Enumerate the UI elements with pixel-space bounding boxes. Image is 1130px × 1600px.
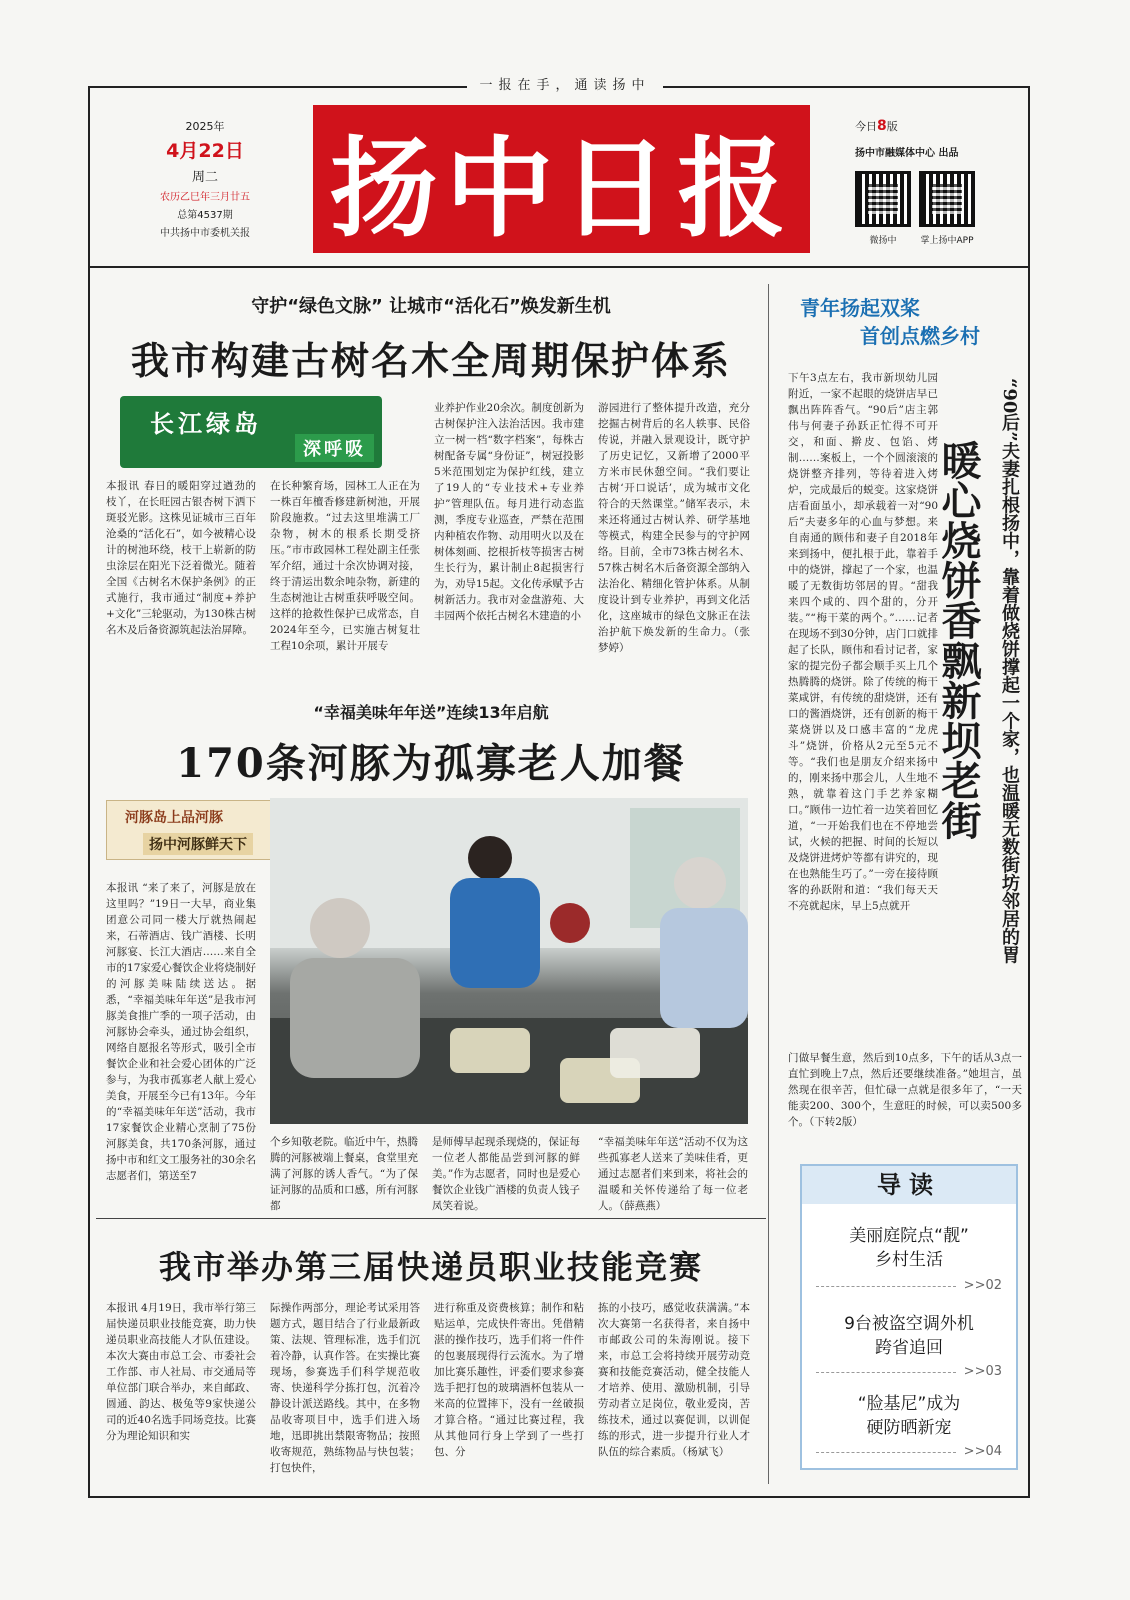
- news-photo[interactable]: [270, 798, 748, 1124]
- banner-title: 长江绿岛: [150, 409, 262, 438]
- guide-box: [800, 1164, 1018, 1470]
- guide-title: 导读: [802, 1166, 1016, 1204]
- qr1-label: 微扬中: [869, 236, 897, 246]
- qr2-label: 掌上扬中APP: [920, 236, 974, 246]
- hetun-badge: [106, 800, 296, 860]
- article2-col4: “幸福美味年年送”活动不仅为这些孤寡老人送来了美味佳肴，更通过志愿者们来到来，将社会的温暖和关怀传递给了每一位老人。（薛燕燕）: [598, 1136, 748, 1212]
- article1-col2: 在长种繁育场，园林工人正在为一株百年檀香修建新树池，开展阶段施救。“过去这里堆满工厂杂物，树木的根系长期受挤压。”市市政园林工程处副主任张军介绍，通过十余次协调对接，终于清运出数余吨杂物，新建的生态树池让古树重获呼吸空间。这样的抢救性保护已成常态，自2024年至今，已实施古树复壮工程10余项，累计开展专: [270, 480, 420, 652]
- sidebar-col-bottom: 门做早餐生意，然后到10点多，下午的话从3点一直忙到晚上7点，然后还要继续准备。”她坦言，虽然现在很辛苦，但忙碌一点就是很多年了，“一天能卖200、300个，生意旺的时候，可以卖500多个。（下转2版）: [788, 1052, 1022, 1128]
- lunar-date: 农历乙巳年三月廿五: [160, 192, 250, 203]
- qr-code-icon[interactable]: [855, 171, 911, 227]
- article2-col1: 本报讯 “来了来了，河豚是放在这里吗？”19日一大早，商业集团意公司同一楼大厅就热闹起来，石蒂酒店、钱广酒楼、长明河豚宴、长江大酒店……来自全市的17家爱心餐饮企业将烧制好的河豚美味陆续送达。据悉，“幸福美味年年送”是我市河豚美食推广季的一项子活动，由河豚协会牵头，通过协会组织，网络自愿报名等形式，吸引全市餐饮企业和社会爱心团体的广泛参与，为我市孤寡老人献上爱心美食，开展至今已有13年。今年的“幸福美味年年送”活动，我市17家餐饮企业精心烹制了75份河豚美食，共170条河豚，通过扬中市和红文工服务社的30余名志愿者们，第送至7: [106, 882, 256, 1182]
- article1-col1: 本报讯 春日的暖阳穿过遒劲的枝丫，在长旺园古银杏树下洒下斑驳光影。这株见证城市三百年沧桑的“活化石”，如今被精心设计的树池环绕，枝干上崭新的防虫涂层在阳光下泛着微光。随着全国《古树名木保护条例》的正式施行，我市通过“制度+养护+文化”三轮驱动，为130株古树名木及后备资源筑起法治屏障。: [106, 480, 256, 636]
- header-right: [855, 118, 1025, 246]
- publisher: 中共扬中市委机关报: [160, 228, 250, 239]
- guide-item[interactable]: 美丽庭院点“靓” 乡村生活: [849, 1226, 969, 1270]
- sidebar-kicker: “90后”夫妻扎根扬中，靠着做烧饼撑起一个家，也温暖无数街坊邻居的胃: [999, 378, 1020, 964]
- header-divider: [90, 266, 1030, 268]
- slogan: 一报在手，通读扬中: [0, 74, 1130, 93]
- article3-col3: 进行称重及资费核算；制作和粘贴运单，完成快件寄出。凭借精湛的操作技巧，选手们将一件件的包裹展现得行云流水。为了增加比赛乐趣性，评委们要求参赛选手把打包的玻璃酒杯包装从一米高的位置摔下，没有一丝破损才算合格。“通过比赛过程，我从其他同行身上学到了一些打包、分: [434, 1302, 584, 1458]
- date-block: [105, 118, 305, 239]
- guide-dash: [816, 1372, 956, 1373]
- badge-sub: 扬中河豚鲜天下: [143, 833, 253, 855]
- date-day: 4月22日: [166, 140, 244, 162]
- badge-top: 河豚岛上品河豚: [125, 810, 223, 826]
- guide-page-link[interactable]: >>04: [963, 1444, 1002, 1459]
- banner-subtitle: 深呼吸: [295, 434, 374, 462]
- column-divider: [768, 284, 769, 1484]
- sidebar-banner: [780, 290, 1030, 352]
- article1-col3: 业养护作业20余次。制度创新为古树保护注入法治活因。我市建立一树一档“数字档案”，每株古树配备专属“身份证”，树冠投影5米范围划定为保护红线，建立了19人的“专业技术+专业养护”管理队伍。每月进行动态监测，季度专业巡查，严禁在范围内种植农作物、动用明火以及在树体刻画、挖根折枝等损害古树生长行为，累计制止8起损害行为，劝导15起。文化传承赋予古树新活力。我市对金盘游苑、大丰园两个依托古树名木建造的小: [434, 402, 584, 622]
- guide-dash: [816, 1452, 956, 1453]
- article1-headline[interactable]: 我市构建古树名木全周期保护体系: [130, 338, 731, 383]
- issue-number: 总第4537期: [177, 210, 233, 221]
- pages-info: 今日8版: [855, 118, 898, 134]
- column-banner: [120, 396, 382, 468]
- article3-headline[interactable]: 我市举办第三届快递员职业技能竞赛: [158, 1248, 703, 1286]
- producer: 扬中市融媒体中心 出品: [855, 148, 959, 159]
- article3-col4: 拣的小技巧，感觉收获满满。”本次大赛第一名获得者，来自扬中市邮政公司的朱海刚说。接下来，市总工会将持续开展劳动竞赛和技能竞赛活动，健全技能人才培养、使用、激励机制，引导劳动者立足岗位，敬业爱岗，苦练技术，通过以赛促训，以训促练的形式，进一步提升行业人才队伍的综合素质。（杨斌飞）: [598, 1302, 750, 1458]
- sidebar-headline[interactable]: 暖心烧饼香飘新坝老街: [935, 440, 982, 840]
- article2-col2: 个乡知敬老院。临近中午，热腾腾的河豚被端上餐桌，食堂里充满了河豚的诱人香气。“为了保证河豚的品质和口感，所有河豚都: [270, 1136, 418, 1212]
- article1-col4: 游园进行了整体提升改造，充分挖掘古树背后的名人轶事、民俗传说，并融入景观设计，既守护了历史记忆，又新增了2000平方米市民休憩空间。“我们要让古树‘开口说话’，成为城市文化符合的天然课堂。”储军表示，未来还将通过古树认养、研学基地等模式，构建全民参与的守护网络。目前，全市73株古树名木、57株古树名木后备资源全部纳入法治化、精细化管护体系。从制度设计到专业养护，再到文化活化，这座城市的绿色文脉正在法治护航下焕发新的生命力。（张梦婷）: [598, 402, 750, 654]
- guide-item[interactable]: “脸基尼”成为 硬防晒新宠: [857, 1394, 961, 1438]
- article2-headline[interactable]: 170条河豚为孤寡老人加餐: [176, 740, 686, 787]
- article2-col3: 是师傅早起现杀现烧的，保证每一位老人都能品尝到河豚的鲜美。”作为志愿者，同时也是爱心餐饮企业钱广酒楼的负责人钱子凤笑着说。: [432, 1136, 580, 1212]
- qr-code-icon[interactable]: [919, 171, 975, 227]
- guide-dash: [816, 1286, 956, 1287]
- article2-kicker: “幸福美味年年送”连续13年启航: [313, 703, 549, 722]
- sidebar-banner-line1: 青年扬起双桨: [800, 296, 920, 320]
- masthead-logo: 扬中日报: [313, 105, 810, 253]
- article3-col2: 际操作两部分，理论考试采用答题方式，题目结合了行业最新政策、法规、管理标准，选手们沉着冷静，认真作答。在实操比赛现场，参赛选手们科学规范收寄、快递科学分拣打包，沉着冷静设计派送路线。其中，在多物品收寄项目中，选手们进入场地，迅即挑出禁限寄物品；按照收寄规范，熟练物品与快包装；打包快件，: [270, 1302, 420, 1474]
- weekday: 周二: [191, 170, 218, 185]
- article-divider: [96, 1218, 766, 1219]
- article1-kicker: 守护“绿色文脉” 让城市“活化石”焕发新生机: [251, 296, 611, 317]
- date-year: 2025年: [185, 120, 225, 133]
- sidebar-banner-line2: 首创点燃乡村: [860, 324, 980, 348]
- guide-page-link[interactable]: >>03: [963, 1364, 1002, 1379]
- guide-page-link[interactable]: >>02: [963, 1278, 1002, 1293]
- sidebar-col-top: 下午3点左右，我市新坝幼儿园附近，一家不起眼的烧饼店早已飘出阵阵香气。“90后”店主郭伟与何妻子孙跃正忙得不可开交，和面、擀皮、包馅、烤制……案板上，一个个圆滚滚的烧饼整齐排列，等待着进入烤炉，完成最后的蜕变。这家烧饼店看面虽小，却承载着一对“90后”夫妻多年的心血与梦想。来自南通的顾伟和妻子自2018年来到扬中，便扎根于此，靠着手中的烧饼，撑起了一个家，也温暖了无数街坊邻居的胃。“甜我来四个咸的、四个甜的，分开装。”“梅干菜的两个。”……记者在现场不到30分钟，店门口就排起了长队，顾伟和看讨记者，家家的提完份子都会顺手买上几个热腾腾的烧饼。除了传统的梅干菜咸饼，有传统的甜烧饼，还有口的酱酒烧饼，还有创新的梅干菜烧饼以及口感丰富的“龙虎斗”烧饼，价格从2元至5元不等。“我们也是朋友介绍来扬中的，刚来扬中那会儿，人生地不熟，就靠着这门手艺养家糊口。”顾伟一边忙着一边笑着回忆道，“一开始我们也在不停地尝试，火候的把握、时间的长短以及烧饼进烤炉等都有讲究的，现在也熟能生巧了。”一旁在接待顾客的孙跃附和道：“我们每天天不亮就起床，早上5点就开: [788, 372, 938, 912]
- guide-item[interactable]: 9台被盗空调外机 跨省追回: [844, 1314, 974, 1358]
- photo-illustration: [270, 798, 748, 1124]
- article3-col1: 本报讯 4月19日，我市举行第三届快递员职业技能竞赛，助力快递员职业高技能人才队伍建设。本次大赛由市总工会、市委社会工作部、市人社局、市交通局等单位部门联合举办，来自邮政、圆通、韵达、极兔等9家快递公司的近40名选手同场竞技。比赛分为理论知识和实: [106, 1302, 256, 1442]
